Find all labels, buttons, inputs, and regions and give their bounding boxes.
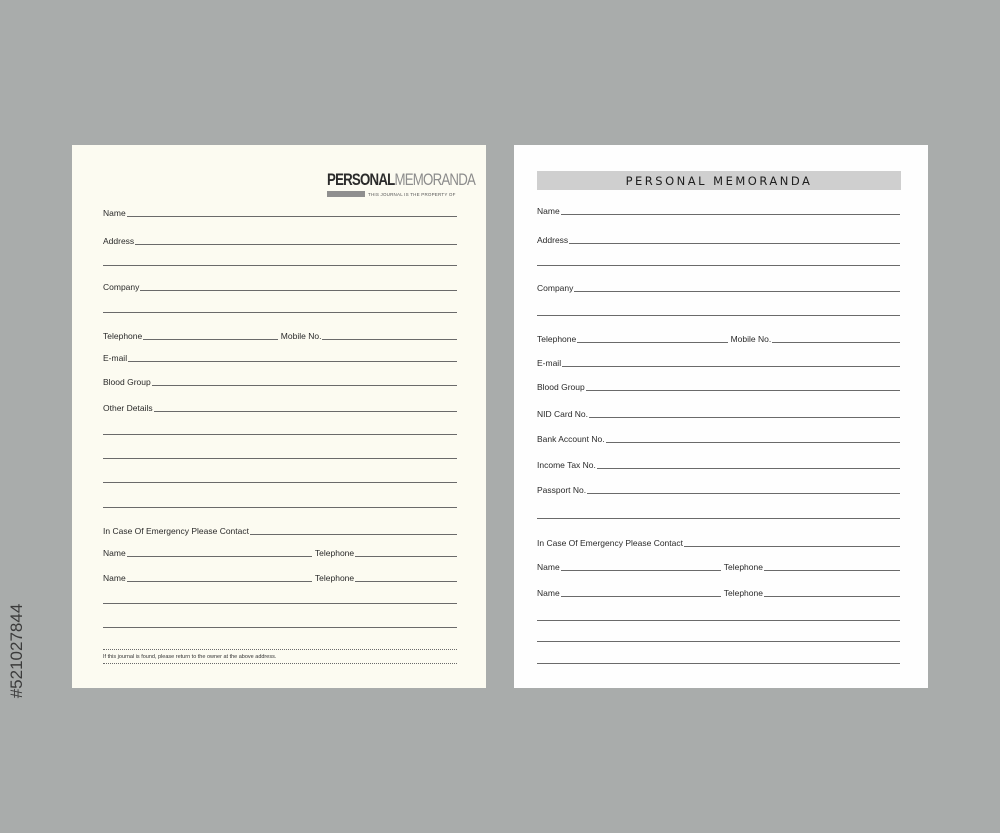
- other-details-line-5[interactable]: [103, 507, 457, 508]
- company-field[interactable]: [103, 283, 457, 292]
- other-details-label: Other Details: [103, 403, 153, 413]
- telephone-mobile-field[interactable]: [537, 335, 900, 344]
- email-field[interactable]: [537, 359, 900, 368]
- left-page-subtitle: [327, 191, 456, 197]
- email-label: E-mail: [103, 353, 128, 363]
- address-line-2[interactable]: [103, 265, 457, 266]
- email-label: E-mail: [537, 358, 562, 368]
- mobile-label: Mobile No.: [730, 334, 772, 344]
- left-page-title: [327, 170, 517, 190]
- other-details-line-4[interactable]: [103, 482, 457, 483]
- contact-line-4[interactable]: [537, 641, 900, 642]
- blood-group-label: Blood Group: [103, 377, 151, 387]
- contact-2-field[interactable]: [103, 574, 457, 583]
- contact-2-name-label: Name: [103, 573, 126, 583]
- name-label: Name: [537, 206, 560, 216]
- bank-account-field[interactable]: [537, 435, 900, 444]
- mobile-label: Mobile No.: [280, 331, 322, 341]
- contact-2-field[interactable]: [537, 589, 900, 598]
- company-label: Company: [103, 282, 140, 292]
- subtitle-bar: [327, 191, 365, 197]
- company-label: Company: [537, 283, 574, 293]
- footer-dotted-bottom: [103, 663, 457, 664]
- contact-1-telephone-label: Telephone: [723, 562, 763, 572]
- other-details-line-3[interactable]: [103, 458, 457, 459]
- name-field[interactable]: [103, 209, 457, 218]
- blood-group-label: Blood Group: [537, 382, 585, 392]
- contact-line-3[interactable]: [103, 603, 457, 604]
- passport-line-2[interactable]: [537, 518, 900, 519]
- emergency-field[interactable]: [537, 539, 900, 548]
- right-memoranda-page: [514, 145, 928, 688]
- email-field[interactable]: [103, 354, 457, 363]
- contact-1-field[interactable]: [103, 549, 457, 558]
- stock-id-text: #521027844: [7, 603, 26, 699]
- footer-dotted-top: [103, 649, 457, 650]
- telephone-mobile-field[interactable]: [103, 332, 457, 341]
- title-bold: PERSONAL: [327, 170, 395, 189]
- contact-1-name-label: Name: [537, 562, 560, 572]
- contact-1-telephone-label: Telephone: [314, 548, 355, 558]
- income-tax-field[interactable]: [537, 461, 900, 470]
- bank-account-label: Bank Account No.: [537, 434, 605, 444]
- address-label: Address: [537, 235, 569, 245]
- right-page-title: PERSONAL MEMORANDA: [537, 171, 901, 190]
- contact-line-4[interactable]: [103, 627, 457, 628]
- blood-group-field[interactable]: [537, 383, 900, 392]
- address-label: Address: [103, 236, 135, 246]
- address-field[interactable]: [537, 236, 900, 245]
- title-light: MEMORANDA: [394, 170, 476, 189]
- contact-line-5[interactable]: [537, 663, 900, 664]
- income-tax-label: Income Tax No.: [537, 460, 596, 470]
- contact-line-3[interactable]: [537, 620, 900, 621]
- company-line-2[interactable]: [537, 315, 900, 316]
- contact-2-telephone-label: Telephone: [314, 573, 355, 583]
- address-field[interactable]: [103, 237, 457, 246]
- other-details-line-2[interactable]: [103, 434, 457, 435]
- company-field[interactable]: [537, 284, 900, 293]
- other-details-field[interactable]: [103, 404, 457, 413]
- contact-1-field[interactable]: [537, 563, 900, 572]
- nid-label: NID Card No.: [537, 409, 589, 419]
- nid-field[interactable]: [537, 410, 900, 419]
- left-memoranda-page: [72, 145, 486, 688]
- address-line-2[interactable]: [537, 265, 900, 266]
- emergency-label: In Case Of Emergency Please Contact: [103, 526, 249, 536]
- blood-group-field[interactable]: [103, 378, 457, 387]
- stock-id-label: [2, 596, 32, 706]
- contact-2-name-label: Name: [537, 588, 560, 598]
- company-line-2[interactable]: [103, 312, 457, 313]
- emergency-label: In Case Of Emergency Please Contact: [537, 538, 683, 548]
- emergency-field[interactable]: [103, 527, 457, 536]
- passport-label: Passport No.: [537, 485, 587, 495]
- contact-1-name-label: Name: [103, 548, 126, 558]
- contact-2-telephone-label: Telephone: [723, 588, 763, 598]
- telephone-label: Telephone: [103, 331, 143, 341]
- passport-field[interactable]: [537, 486, 900, 495]
- name-field[interactable]: [537, 207, 900, 216]
- subtitle-text: THIS JOURNAL IS THE PROPERTY OF: [368, 191, 456, 197]
- telephone-label: Telephone: [537, 334, 577, 344]
- name-label: Name: [103, 208, 126, 218]
- footer-note: If this journal is found, please return to the owner at the above address.: [103, 654, 277, 660]
